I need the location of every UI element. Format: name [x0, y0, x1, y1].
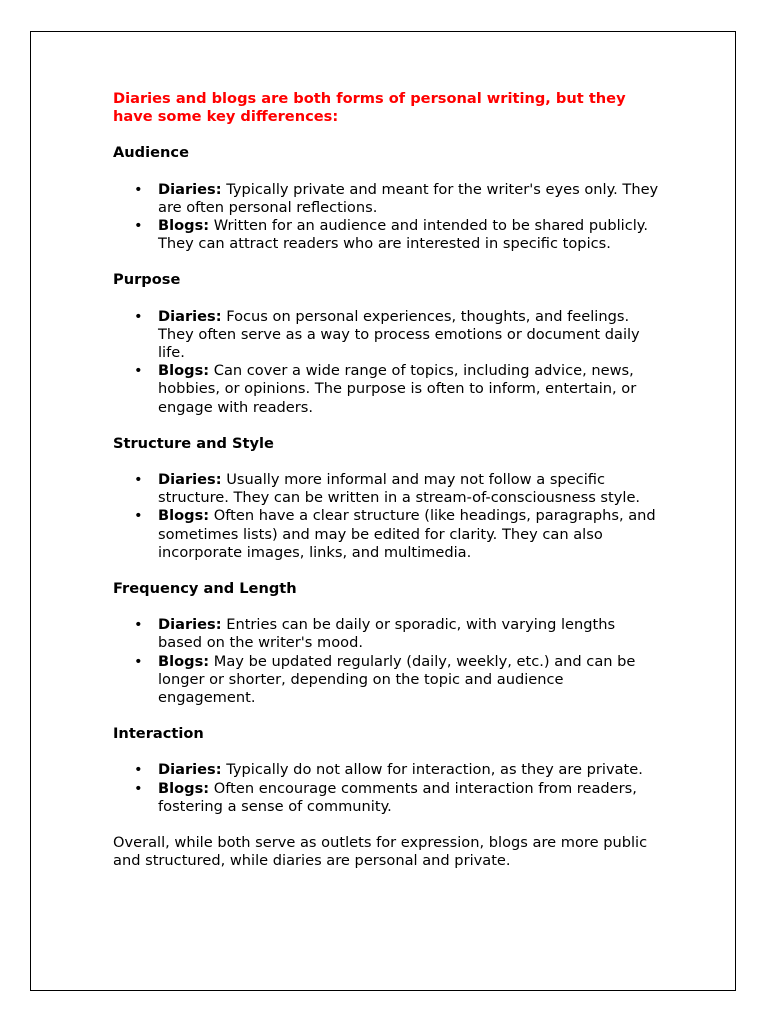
section-heading: Structure and Style	[113, 434, 274, 452]
section-frequency-and-length	[113, 580, 661, 707]
item-term: Diaries:	[158, 307, 222, 325]
bullet-icon: •	[134, 362, 143, 380]
bullet-icon: •	[134, 507, 143, 525]
item-text: Entries can be daily or sporadic, with varying lengths based on the writer's mood.	[158, 616, 616, 652]
item-text: Often have a clear structure (like headings, paragraphs, and sometimes lists) and may be edited for clarity. They can also incorporate images, links, and multimedia.	[158, 507, 656, 561]
bullet-list	[113, 471, 661, 562]
bullet-list	[113, 181, 661, 254]
bullet-icon: •	[134, 217, 143, 235]
bullet-icon: •	[134, 616, 143, 634]
item-text: Focus on personal experiences, thoughts, and feelings. They often serve as a way to process emotions or document daily life.	[158, 307, 640, 362]
item-term: Blogs:	[158, 779, 210, 797]
list-item	[134, 471, 661, 507]
section-heading: Purpose	[113, 271, 181, 289]
list-item	[134, 616, 661, 652]
item-text: Often encourage comments and interaction from readers, fostering a sense of community.	[158, 779, 637, 815]
list-item	[134, 779, 661, 816]
item-term: Blogs:	[158, 217, 210, 235]
section-interaction	[113, 725, 661, 816]
section-structure-and-style	[113, 435, 661, 562]
list-item	[134, 180, 661, 217]
item-text: Written for an audience and intended to be shared publicly. They can attract readers who are interested in specific topics.	[158, 217, 648, 253]
list-item	[134, 507, 661, 562]
list-item	[134, 761, 661, 779]
item-text: May be updated regularly (daily, weekly, etc.) and can be longer or shorter, depending on the topic and audience engagement.	[158, 652, 636, 707]
list-item	[134, 217, 661, 253]
bullet-list	[113, 616, 661, 707]
intro-paragraph: Diaries and blogs are both forms of personal writing, but they have some key differences:	[113, 90, 626, 126]
bullet-icon: •	[134, 180, 143, 198]
item-text: Usually more informal and may not follow a specific structure. They can be written in a stream-of-consciousness style.	[158, 471, 641, 507]
bullet-icon: •	[134, 652, 143, 670]
bullet-list	[113, 308, 661, 417]
section-purpose	[113, 271, 661, 416]
list-item	[134, 307, 661, 363]
item-text: Typically do not allow for interaction, as they are private.	[221, 761, 643, 779]
item-text: Typically private and meant for the writer's eyes only. They are often personal reflections.	[158, 180, 659, 216]
list-item	[134, 652, 661, 708]
list-item	[134, 362, 661, 417]
bullet-icon: •	[134, 471, 143, 489]
bullet-icon: •	[134, 761, 143, 779]
section-audience	[113, 144, 661, 253]
item-term: Blogs:	[158, 652, 210, 670]
bullet-icon: •	[134, 779, 143, 797]
item-term: Diaries:	[158, 761, 222, 779]
item-term: Diaries:	[158, 616, 222, 634]
section-heading: Interaction	[113, 725, 204, 743]
document-body	[113, 90, 661, 871]
section-heading: Frequency and Length	[113, 580, 297, 598]
item-term: Diaries:	[158, 180, 222, 198]
bullet-list	[113, 761, 661, 816]
item-term: Blogs:	[158, 507, 210, 525]
item-term: Diaries:	[158, 471, 222, 489]
section-heading: Audience	[113, 144, 189, 162]
item-term: Blogs:	[158, 362, 210, 380]
conclusion-paragraph: Overall, while both serve as outlets for expression, blogs are more public and structured, while diaries are personal and private.	[113, 834, 648, 870]
bullet-icon: •	[134, 307, 143, 325]
item-text: Can cover a wide range of topics, including advice, news, hobbies, or opinions. The purpose is often to inform, entertain, or engage with readers.	[158, 362, 637, 416]
